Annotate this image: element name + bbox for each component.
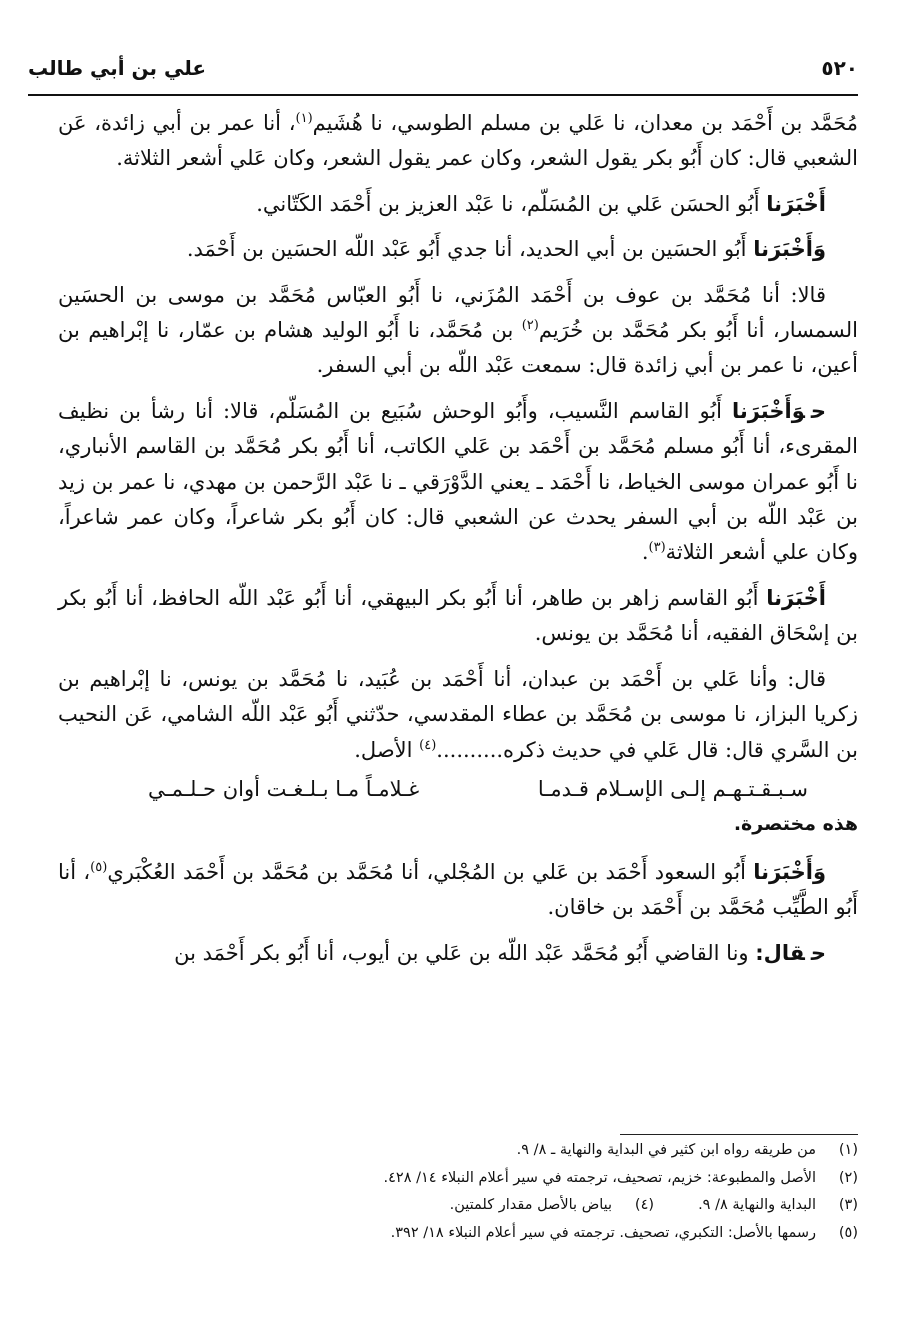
footnote-ref-4[interactable]: (٤) bbox=[419, 737, 437, 753]
paragraph-5-text: أَبُو القاسم النَّسيب، وأَبُو الوحش سُبَيع بن المُسَلّم، قالا: أنا رشأ بن نظيف المقرىء، أنا أَبُو مسلم مُحَمَّد بن أَحْمَد بن عَلي الكاتب، أنا أَبُو بكر مُحَمَّد بن القاسم الأنباري، نا أَبُو عمران موسى الخياط، نا أَحْمَد ـ يعني الدَّوْرَقي ـ نا عَبْد الرَّحمن بن مهدي، نا عمر بن زيد بن عَبْد اللّه بن أبي السفر يحدث عن الشعبي قال: كان أَبُو بكر شاعراً، وكان عمر شاعراً، وكان علي أشعر الثلاثة bbox=[58, 398, 858, 565]
paragraph-3 bbox=[58, 232, 858, 267]
paragraph-9 bbox=[58, 936, 858, 971]
paragraph-1-text: مُحَمَّد بن أَحْمَد بن معدان، نا عَلي بن مسلم الطوسي، نا هُشَيم bbox=[312, 111, 858, 135]
running-title: علي بن أبي طالب bbox=[28, 56, 207, 80]
footnote-number: (٢) bbox=[838, 1169, 858, 1186]
wa-akhbarana-lead: وَأَخْبَرَنا bbox=[731, 398, 805, 423]
footnote-text: الأصل والمطبوعة: خزيم، تصحيف، ترجمته في سير أعلام النبلاء ١٤/ ٤٢٨. bbox=[383, 1169, 816, 1186]
footnote-1 bbox=[58, 1137, 858, 1165]
verse-first-hemistich: سـبـقـتـهـم إلـى الإسـلام قـدمـا bbox=[537, 776, 808, 801]
footnote-2 bbox=[58, 1165, 858, 1193]
footnote-ref-2[interactable]: (٢) bbox=[521, 318, 539, 334]
paragraph-3-text: أَبُو الحسَين بن أبي الحديد، أنا جدي أَبُو عَبْد اللّه الحسَين بن أَحْمَد. bbox=[186, 237, 754, 262]
paragraph-5 bbox=[58, 394, 858, 571]
paragraph-5-end: . bbox=[641, 540, 649, 565]
footnote-rule bbox=[620, 1134, 858, 1135]
footnote-text: بياض بالأصل مقدار كلمتين. bbox=[449, 1197, 613, 1213]
paragraph-6 bbox=[58, 581, 858, 652]
footnote-number: (٥) bbox=[838, 1224, 858, 1241]
footnote-ref-3[interactable]: (٣) bbox=[648, 540, 666, 556]
paragraph-7 bbox=[58, 662, 858, 768]
paragraph-8-text: أَبُو السعود أَحْمَد بن عَلي بن المُجْلي، أنا مُحَمَّد بن مُحَمَّد بن أَحْمَد العُكْبَري bbox=[107, 859, 754, 884]
akhbarana-lead: أَخْبَرَنا bbox=[766, 585, 826, 610]
wa-akhbarana-lead: وَأَخْبَرَنا bbox=[753, 237, 826, 262]
footnote-ref-1[interactable]: (١) bbox=[295, 111, 313, 126]
paragraph-7-rest: الأصل. bbox=[354, 737, 420, 762]
footnote-text: من طريقه رواه ابن كثير في البداية والنهاية ـ ٨/ ٩. bbox=[516, 1142, 816, 1158]
paragraph-2 bbox=[58, 187, 858, 222]
footnote-text: رسمها بالأصل: التكبري، تصحيف. ترجمته في سير أعلام النبلاء ١٨/ ٣٩٢. bbox=[390, 1224, 816, 1241]
paragraph-7-text: قال: وأنا عَلي بن أَحْمَد بن عبدان، أنا أَحْمَد بن عُبَيد، نا مُحَمَّد بن يونس، نا إبْراهيم بن زكريا البزاز، نا موسى بن مُحَمَّد بن عطاء المقدسي، حدّثني أَبُو عَبْد اللّه الشامي، عَن النحيب بن السَّري قال: قال عَلي في حديث ذكره.......... bbox=[58, 666, 858, 762]
paragraph-2-text: أَبُو الحسَن عَلي بن المُسَلّم، نا عَبْد العزيز بن أَحْمَد الكَتّاني. bbox=[256, 191, 767, 216]
abridged-note: هذه مختصرة. bbox=[733, 813, 858, 836]
header-rule bbox=[28, 94, 858, 96]
page-header bbox=[28, 52, 858, 92]
akhbarana-lead: أَخْبَرَنا bbox=[766, 191, 826, 216]
paragraph-4-rest: بن مُحَمَّد، نا أَبُو الوليد هشام بن عمّار، نا إبْراهيم بن أعين، نا عمر بن أبي زائدة قال: سمعت عَبْد اللّه بن أبي السفر. bbox=[58, 318, 858, 378]
footnote-number: (١) bbox=[838, 1142, 858, 1158]
paragraph-4 bbox=[58, 278, 858, 384]
footnote-ref-5[interactable]: (٥) bbox=[90, 859, 108, 875]
footnote-5 bbox=[58, 1220, 858, 1248]
verse-second-hemistich: غـلامـاً مـا بـلـغـت أوان حـلـمـي bbox=[148, 776, 420, 801]
ha-symbol: ح bbox=[810, 398, 826, 423]
paragraph-8 bbox=[58, 855, 858, 926]
page-number: ٥٢٠ bbox=[821, 56, 858, 80]
footnote-row-3-4 bbox=[58, 1192, 858, 1220]
paragraph-1-rest: ، أنا عمر بن أبي زائدة، عَن الشعبي قال: كان أَبُو بكر يقول الشعر، وكان عمر يقول الشعر، وكان عَلي أشعر الثلاثة. bbox=[58, 111, 858, 171]
main-text bbox=[58, 106, 858, 981]
qala-lead: قال: bbox=[755, 940, 805, 965]
ha-symbol: ح bbox=[810, 940, 826, 965]
paragraph-1 bbox=[58, 106, 858, 177]
footnote-number: (٣) bbox=[838, 1197, 858, 1213]
footnote-number: (٤) bbox=[634, 1197, 655, 1213]
footnote-text: البداية والنهاية ٨/ ٩. bbox=[698, 1197, 816, 1213]
footnotes bbox=[58, 1137, 858, 1247]
poetry-verse bbox=[58, 772, 858, 807]
paragraph-8-rest: ، أنا أَبُو الطَّيِّب مُحَمَّد بن أَحْمَد بن خاقان. bbox=[58, 859, 858, 920]
paragraph-6-text: أَبُو القاسم زاهر بن طاهر، أنا أَبُو بكر البيهقي، أنا أَبُو عَبْد اللّه الحافظ، أنا أَبُو بكر بن إسْحَاق الفقيه، أنا مُحَمَّد بن يونس. bbox=[58, 585, 858, 646]
paragraph-4-text: قالا: أنا مُحَمَّد بن عوف بن أَحْمَد المُزَني، نا أَبُو العبّاس مُحَمَّد بن موسى بن الحسَين السمسار، أنا أَبُو بكر مُحَمَّد بن خُرَيم bbox=[58, 282, 858, 343]
wa-akhbarana-lead: وَأَخْبَرَنا bbox=[753, 859, 827, 884]
paragraph-9-text: ونا القاضي أَبُو مُحَمَّد عَبْد اللّه بن عَلي بن أيوب، أنا أَبُو بكر أَحْمَد بن bbox=[174, 940, 756, 965]
